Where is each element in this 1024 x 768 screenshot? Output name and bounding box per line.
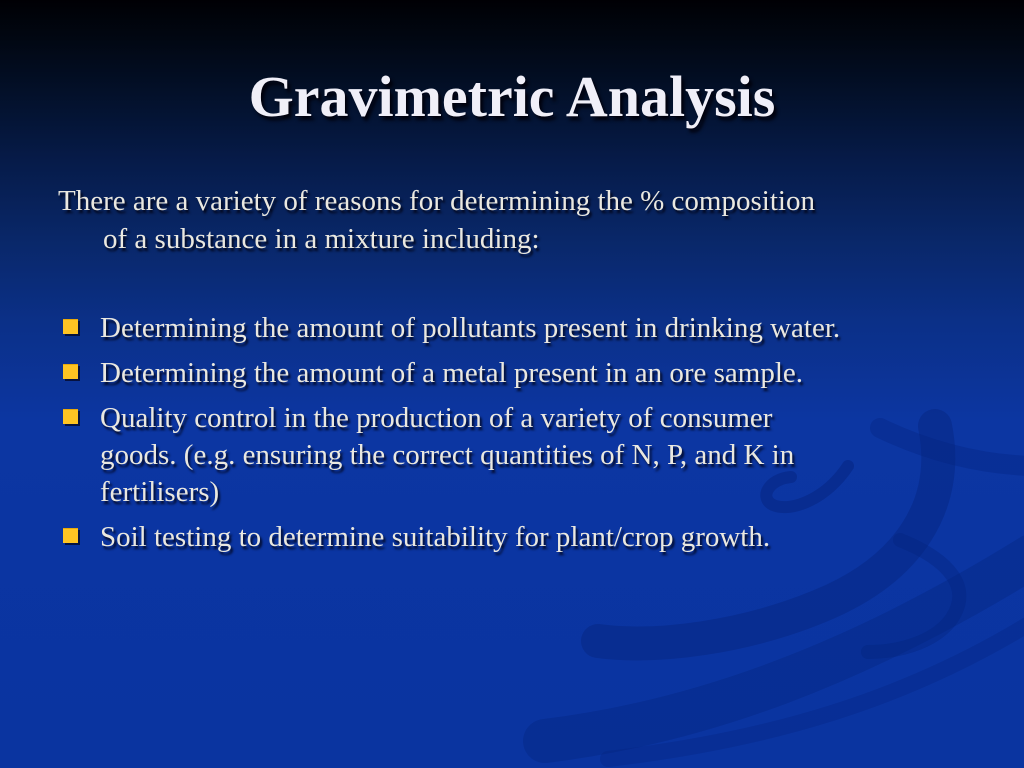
list-item: [63, 355, 983, 392]
bullet-line: goods. (e.g. ensuring the correct quantities of N, P, and K in: [100, 439, 795, 471]
gold-square-bullet-icon: [63, 364, 78, 379]
bullet-text: [100, 400, 794, 511]
intro-paragraph: [58, 182, 988, 258]
bullet-line: Soil testing to determine suitability for plant/crop growth.: [100, 521, 771, 553]
bullet-line: Quality control in the production of a variety of consumer: [100, 402, 773, 434]
slide-title: Gravimetric Analysis: [248, 64, 776, 129]
list-item: [63, 519, 983, 556]
gold-square-bullet-icon: [63, 528, 78, 543]
intro-line: There are a variety of reasons for determining the % composition: [58, 185, 815, 217]
gold-square-bullet-icon: [63, 409, 78, 424]
list-item: [63, 400, 983, 511]
bullet-line: fertilisers): [100, 476, 220, 508]
bullet-line: Determining the amount of a metal present in an ore sample.: [100, 357, 804, 389]
list-item: [63, 310, 983, 347]
bullet-text: [100, 310, 840, 347]
bullet-line: Determining the amount of pollutants present in drinking water.: [100, 312, 841, 344]
gold-square-bullet-icon: [63, 319, 78, 334]
intro-line: of a substance in a mixture including:: [103, 223, 540, 255]
bullet-list: [63, 310, 983, 564]
bullet-text: [100, 519, 770, 556]
bullet-text: [100, 355, 803, 392]
